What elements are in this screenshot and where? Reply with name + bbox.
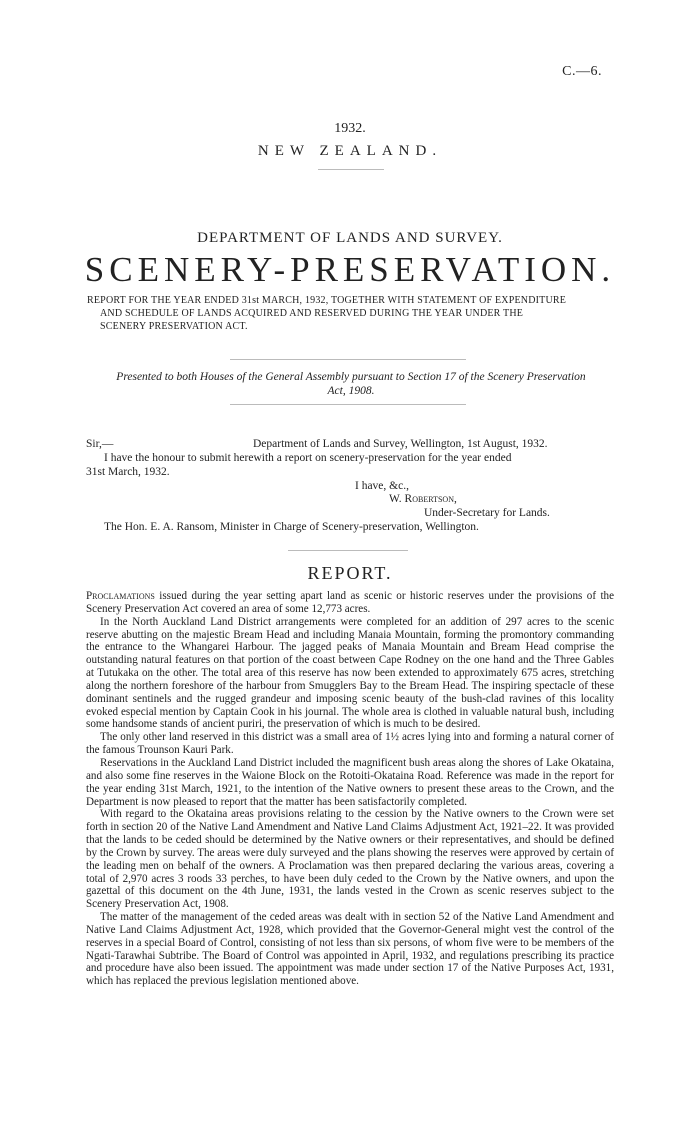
report-paragraph	[86, 590, 614, 616]
subtitle-line: SCENERY PRESERVATION ACT.	[100, 321, 248, 332]
report-heading: REPORT.	[307, 563, 393, 583]
signatory-title: Under-Secretary for Lands.	[424, 507, 550, 519]
addressee: The Hon. E. A. Ransom, Minister in Charge of Scenery-preservation, Wellington.	[104, 521, 479, 533]
presentation-line: Act, 1908.	[327, 385, 375, 397]
dateline: Department of Lands and Survey, Wellington, 1st August, 1932.	[253, 438, 548, 450]
document-reference: C.—6.	[562, 64, 602, 79]
document-title: SCENERY-PRESERVATION.	[84, 250, 616, 289]
letter-addressee	[104, 520, 614, 534]
salutation: Sir,—	[86, 438, 114, 450]
signatory-name: W. Robertson,	[389, 493, 457, 505]
report-paragraph: Reservations in the Auckland Land District included the magnificent bush areas along the shores of Lake Okataina, and also some fine reserves in the Waione Block on the Rotoiti-Okataina Road. Reference was made in the report for the year ending 31st March, 1921, to the intention of the Native owners to present these areas to the Crown, and the Department is now pleased to report that the matter has been satisfactorily completed.	[86, 756, 614, 808]
presentation-note	[87, 370, 615, 398]
letter-body-line: 31st March, 1932.	[86, 466, 170, 478]
paragraph-text: issued during the year setting apart land as scenic or historic reserves under the provisions of the Scenery Preservation Act covered an area of some 12,773 acres.	[86, 590, 614, 615]
publication-year: 1932.	[334, 121, 366, 136]
divider-rule	[230, 404, 466, 405]
report-subtitle	[87, 294, 607, 333]
report-body	[86, 590, 614, 988]
divider-rule	[288, 550, 408, 551]
report-paragraph: In the North Auckland Land District arrangements were completed for an addition of 297 acres to the scenic reserve abutting on the majestic Bream Head and including Manaia Mountain, forming the promontory commanding the entrance to the Whangarei Harbour. The jagged peaks of Manaia Mountain and Bream Head comprise the outstanding natural features on that portion of the coast between Cape Rodney on the one hand and the Three Gables at Tutukaka on the other. The total area of this reserve has now been extended to approximately 675 acres, stretching along the northern foreshore of the harbour from Smugglers Bay to the Bream Head. The inspiring spectacle of these dominant sentinels and the rugged grandeur and imposing scenic beauty of the bush-clad ravines of this locality evoked especial mention by Captain Cook in his journal. The whole area is clothed in valuable natural bush, including some handsome stands of ancient puriri, the preservation of which is much to be desired.	[86, 615, 614, 731]
letter-closing	[355, 479, 555, 493]
department-heading: DEPARTMENT OF LANDS AND SURVEY.	[197, 230, 503, 246]
report-paragraph: The matter of the management of the ceded areas was dealt with in section 52 of the Native Land Amendment and Native Land Claims Adjustment Act, 1928, which provided that the Governor-General might vest the control of the reserves in a special Board of Control, consisting of not less than six persons, of whom five were to be members of the Ngati-Tarawhai Subtribe. The Board of Control was appointed in April, 1932, and regulations prescribing its practice and procedure have also been issued. The appointment was made under section 17 of the Native Purposes Act, 1931, which has replaced the previous legislation mentioned above.	[86, 911, 614, 988]
report-paragraph: The only other land reserved in this district was a small area of 1½ acres lying into and forming a natural corner of the famous Trounson Kauri Park.	[86, 731, 614, 757]
closing: I have, &c.,	[355, 480, 409, 492]
presentation-line: Presented to both Houses of the General Assembly pursuant to Section 17 of the Scenery Preservation	[116, 371, 586, 383]
report-paragraph: With regard to the Okataina areas provisions relating to the cession by the Native owners to the Crown were set forth in section 20 of the Native Land Amendment and Native Land Claims Adjustment Act, 1921–22. It was provided that the lands to be ceded should be determined by the Native owners or their representatives, and should be defined by the Crown by survey. The areas were duly surveyed and the plans showing the reserves were approved by certain of the leading men on behalf of the owners. A Proclamation was then prepared declaring the various areas, covering a total of 2,970 acres 3 roods 33 perches, to have been duly ceded to the Crown by the Native owners, and upon the gazettal of this document on the 4th June, 1931, the lands vested in the Crown as scenic reserves subject to the Scenery Preservation Act, 1908.	[86, 808, 615, 911]
subtitle-line: AND SCHEDULE OF LANDS ACQUIRED AND RESERVED DURING THE YEAR UNDER THE	[100, 308, 524, 319]
paragraph-lead: Proclamations	[86, 590, 155, 602]
letter-body	[86, 465, 614, 479]
divider-rule	[318, 169, 384, 170]
letter-signatory	[389, 492, 589, 506]
letter-signatory-title	[424, 506, 624, 520]
country-heading: NEW ZEALAND.	[257, 143, 443, 159]
divider-rule	[230, 359, 466, 360]
letter-body	[104, 451, 614, 465]
subtitle-line: REPORT FOR THE YEAR ENDED 31st MARCH, 1932, TOGETHER WITH STATEMENT OF EXPENDITURE	[87, 295, 567, 306]
letter-body-line: I have the honour to submit herewith a report on scenery-preservation for the year ended	[104, 452, 512, 464]
letter-dateline	[253, 437, 613, 451]
